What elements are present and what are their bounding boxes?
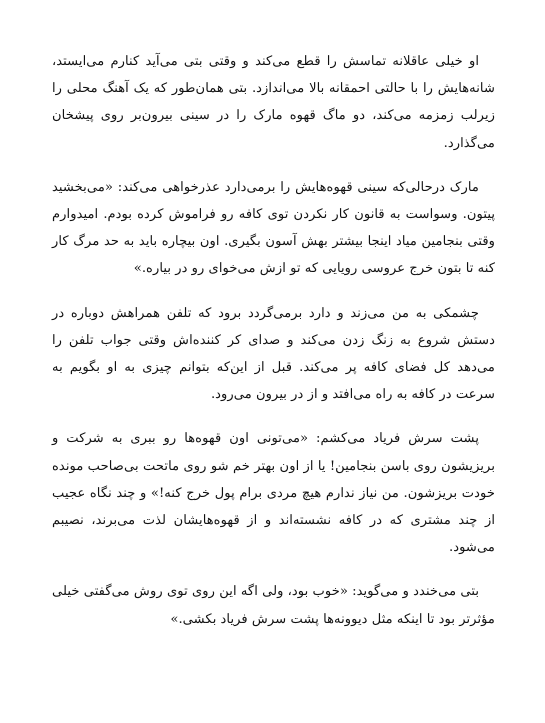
paragraph-1: او خیلی عاقلانه تماسش را قطع می‌کند و وقتی بتی می‌آید کنارم می‌ایستد، شانه‌هایش را با حالتی احمقانه بالا می‌اندازد. بتی همان‌طور که یک آهنگ محلی را زیرلب زمزمه می‌کند، دو ماگ قهوه مارک را در سینی بیرون‌بر روی پیشخان می‌گذارد. — [52, 54, 495, 151]
paragraph-4: پشت سرش فریاد می‌کشم: «می‌تونی اون قهوه‌ها رو ببری به شرکت و بریزیشون روی باسن بنجامین! یا از اون بهتر خم شو روی ماتحت بی‌صاحب مونده خودت بریزشون. من نیاز ندارم هیچ مردی برام پول خرج کنه!» و چند نگاه عجیب از چند مشتری که در کافه نشسته‌اند و از قهوه‌هایشان لذت می‌برند، نصیبم می‌شود. — [52, 431, 495, 556]
document-page — [52, 48, 495, 650]
paragraph-2: مارک درحالی‌که سینی قهوه‌هایش را برمی‌دارد عذرخواهی می‌کند: «می‌بخشید پیتون. وسواست به قانون کار نکردن توی کافه رو فراموش کرده بودم. امیدوارم وقتی بنجامین میاد اینجا بیشتر بهش آسون بگیری. اون بیچاره باید به حد مرگ کار کنه تا بتون خرج عروسی رویایی که تو ازش می‌خوای رو در بیاره.» — [52, 179, 495, 277]
paragraph-5: بتی می‌خندد و می‌گوید: «خوب بود، ولی اگه این روی توی روش می‌گفتی خیلی مؤثرتر بود تا اینکه مثل دیوونه‌ها پشت سرش فریاد بکشی.» — [52, 584, 495, 627]
paragraph-3: چشمکی به من می‌زند و دارد برمی‌گردد برود که تلفن همراهش دوباره در دستش شروع به زنگ زدن می‌کند و صدای کر کننده‌اش وقتی جواب تلفن را می‌دهد کل فضای کافه پر می‌کند. قبل از این‌که بتوانم چیزی به او بگویم به سرعت در کافه به راه می‌افتد و از در بیرون می‌رود. — [52, 305, 495, 403]
